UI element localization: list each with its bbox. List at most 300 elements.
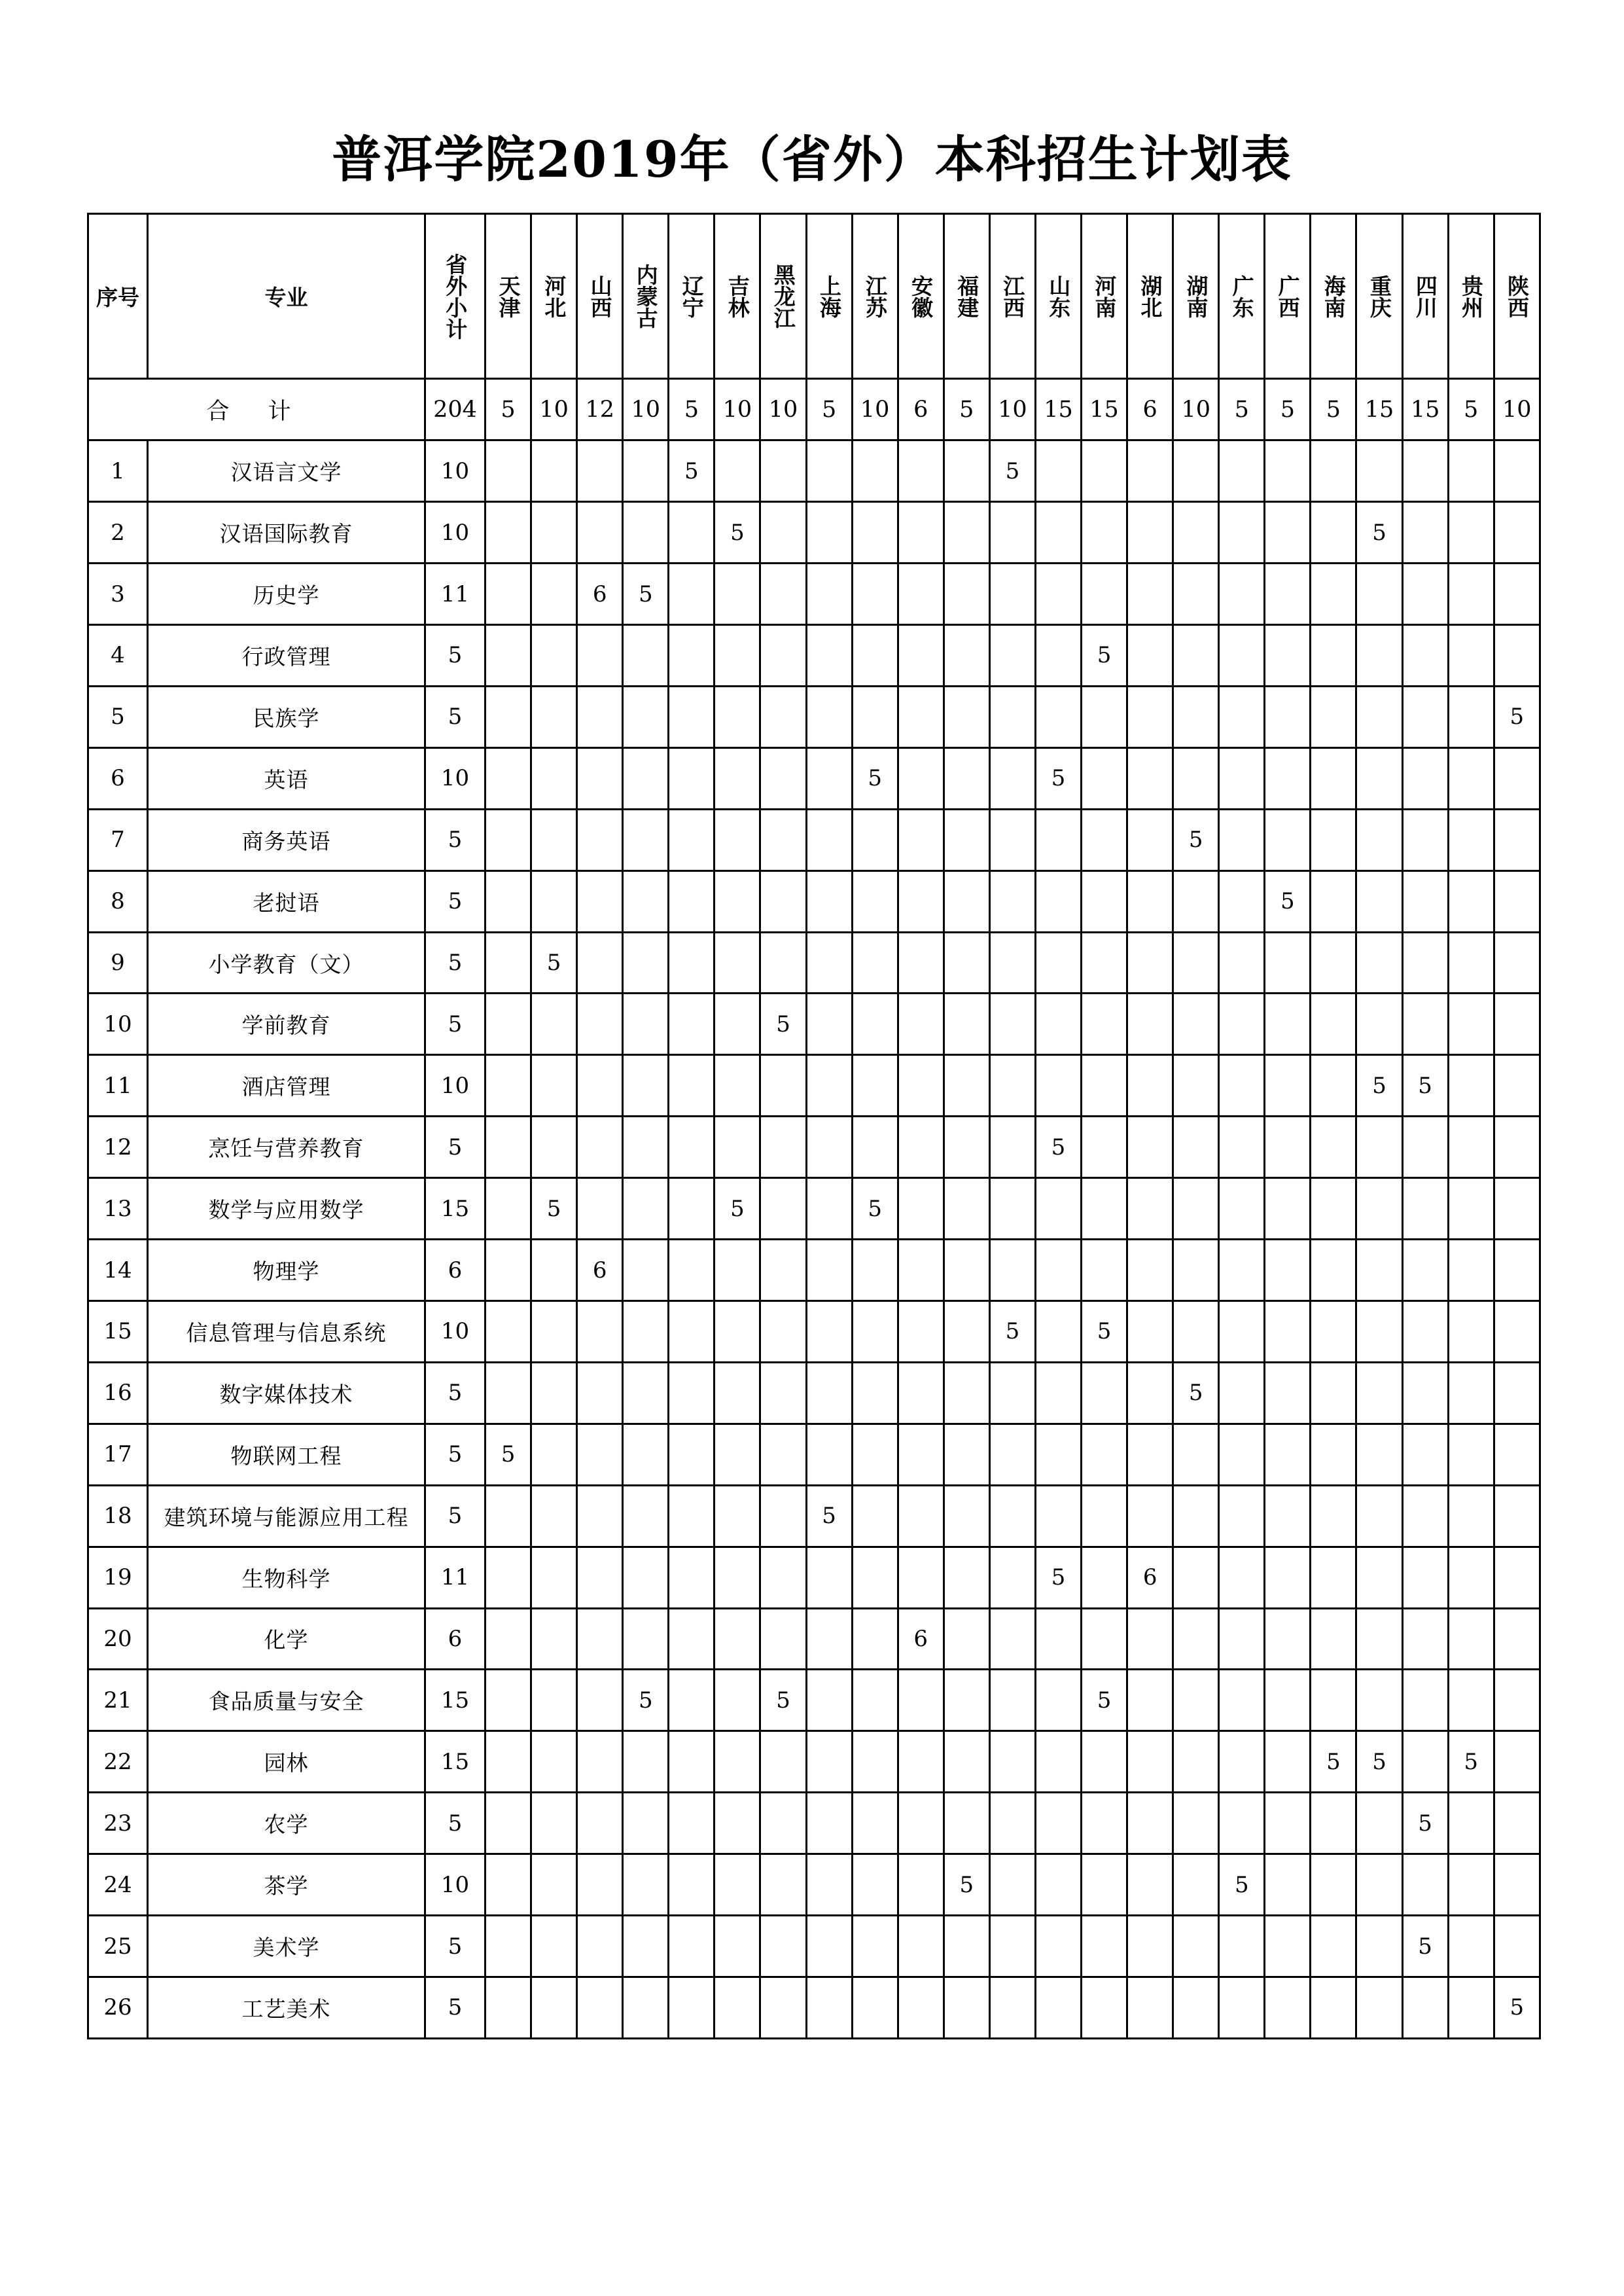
header-major: 专业 xyxy=(148,214,425,379)
row-province-value xyxy=(1356,932,1402,994)
row-province-value xyxy=(1173,1608,1219,1670)
row-province-value xyxy=(1494,1793,1540,1854)
row-province-value xyxy=(669,1240,715,1301)
row-province-value xyxy=(669,809,715,870)
row-province-value xyxy=(531,564,577,625)
row-major: 生物科学 xyxy=(148,1547,425,1608)
row-province-value xyxy=(715,870,760,932)
row-province-value xyxy=(1265,1916,1311,1977)
row-subtotal: 11 xyxy=(425,564,485,625)
row-province-value xyxy=(1402,932,1448,994)
row-province-value xyxy=(760,686,806,747)
row-province-value xyxy=(1219,1424,1265,1485)
header-province xyxy=(531,214,577,379)
row-province-value xyxy=(1219,1547,1265,1608)
row-province-value xyxy=(1219,1731,1265,1793)
row-province-value xyxy=(806,809,852,870)
row-province-value xyxy=(1448,1793,1494,1854)
row-subtotal: 10 xyxy=(425,1854,485,1916)
row-province-value xyxy=(1082,994,1127,1055)
row-province-value xyxy=(806,1608,852,1670)
row-subtotal: 5 xyxy=(425,994,485,1055)
row-province-value xyxy=(623,1793,669,1854)
row-province-value xyxy=(1219,1301,1265,1363)
row-province-value xyxy=(1219,1916,1265,1977)
table-row xyxy=(88,1977,1540,2038)
row-province-value xyxy=(1494,625,1540,687)
row-major: 行政管理 xyxy=(148,625,425,687)
row-province-value xyxy=(760,1055,806,1117)
row-province-value xyxy=(577,1424,623,1485)
row-province-value xyxy=(485,1362,531,1424)
row-province-value xyxy=(989,1178,1035,1240)
row-province-value xyxy=(715,440,760,502)
header-province xyxy=(806,214,852,379)
row-province-value xyxy=(623,870,669,932)
row-province-value: 5 xyxy=(1402,1055,1448,1117)
row-province-value xyxy=(760,870,806,932)
row-province-value xyxy=(1356,1424,1402,1485)
row-province-value xyxy=(1311,1547,1356,1608)
row-province-value xyxy=(669,870,715,932)
row-province-value xyxy=(1219,994,1265,1055)
row-province-value xyxy=(1356,809,1402,870)
row-province-value xyxy=(1082,1485,1127,1547)
row-province-value xyxy=(1494,1240,1540,1301)
row-province-value xyxy=(944,502,989,564)
row-province-value xyxy=(1402,1424,1448,1485)
header-province-label: 黑龙江 xyxy=(770,264,796,329)
row-province-value xyxy=(1035,1240,1081,1301)
table-row xyxy=(88,625,1540,687)
row-province-value xyxy=(715,809,760,870)
table-row xyxy=(88,1916,1540,1977)
row-province-value xyxy=(531,502,577,564)
row-province-value xyxy=(715,1793,760,1854)
row-province-value xyxy=(669,994,715,1055)
row-province-value xyxy=(806,1117,852,1178)
row-province-value: 5 xyxy=(1402,1916,1448,1977)
row-province-value xyxy=(1448,1854,1494,1916)
row-province-value xyxy=(577,1178,623,1240)
row-province-value xyxy=(1448,1240,1494,1301)
table-row xyxy=(88,1793,1540,1854)
row-province-value xyxy=(898,625,944,687)
row-province-value xyxy=(1402,1362,1448,1424)
enrollment-plan-table xyxy=(87,213,1541,2039)
row-province-value xyxy=(760,747,806,809)
row-major: 信息管理与信息系统 xyxy=(148,1301,425,1363)
row-major: 化学 xyxy=(148,1608,425,1670)
row-province-value xyxy=(806,1240,852,1301)
row-province-value xyxy=(1219,1178,1265,1240)
row-province-value xyxy=(1311,1854,1356,1916)
row-seq: 21 xyxy=(88,1670,148,1731)
row-province-value xyxy=(623,686,669,747)
table-row xyxy=(88,1178,1540,1240)
row-province-value xyxy=(760,1301,806,1363)
row-province-value xyxy=(1173,1854,1219,1916)
row-province-value xyxy=(1127,686,1173,747)
row-province-value xyxy=(1127,625,1173,687)
header-province-label: 山东 xyxy=(1046,274,1072,318)
row-province-value xyxy=(1311,994,1356,1055)
row-province-value xyxy=(1356,1608,1402,1670)
row-province-value xyxy=(989,1731,1035,1793)
row-province-value xyxy=(1448,1424,1494,1485)
row-province-value xyxy=(577,1608,623,1670)
row-province-value xyxy=(944,1362,989,1424)
row-seq: 8 xyxy=(88,870,148,932)
row-province-value xyxy=(1082,1424,1127,1485)
row-province-value xyxy=(1448,994,1494,1055)
table-row xyxy=(88,994,1540,1055)
row-province-value xyxy=(1127,1731,1173,1793)
row-province-value xyxy=(760,1178,806,1240)
row-province-value xyxy=(1219,747,1265,809)
row-province-value xyxy=(1311,1424,1356,1485)
header-subtotal xyxy=(425,214,485,379)
row-province-value xyxy=(1219,1485,1265,1547)
row-province-value xyxy=(1127,932,1173,994)
row-province-value xyxy=(531,1916,577,1977)
row-province-value xyxy=(623,1055,669,1117)
row-province-value xyxy=(852,809,898,870)
row-province-value: 5 xyxy=(485,1424,531,1485)
row-province-value xyxy=(1494,994,1540,1055)
row-province-value xyxy=(1173,1240,1219,1301)
row-province-value xyxy=(898,809,944,870)
row-province-value xyxy=(989,1977,1035,2038)
row-province-value xyxy=(1356,1117,1402,1178)
total-province-value: 5 xyxy=(669,379,715,440)
table-row xyxy=(88,440,1540,502)
row-province-value xyxy=(485,502,531,564)
row-province-value xyxy=(1494,1608,1540,1670)
row-major: 建筑环境与能源应用工程 xyxy=(148,1485,425,1547)
header-province xyxy=(989,214,1035,379)
row-province-value xyxy=(1402,502,1448,564)
row-province-value xyxy=(1311,932,1356,994)
row-province-value xyxy=(989,1854,1035,1916)
header-province xyxy=(898,214,944,379)
row-province-value xyxy=(531,1424,577,1485)
row-province-value xyxy=(715,625,760,687)
row-province-value xyxy=(1219,625,1265,687)
row-province-value xyxy=(1448,1916,1494,1977)
row-province-value xyxy=(577,1793,623,1854)
row-province-value xyxy=(1219,1608,1265,1670)
row-province-value xyxy=(485,1485,531,1547)
row-province-value xyxy=(1402,870,1448,932)
row-province-value xyxy=(485,1608,531,1670)
row-province-value xyxy=(1127,1916,1173,1977)
row-province-value xyxy=(1311,870,1356,932)
row-province-value xyxy=(898,1178,944,1240)
header-seq: 序号 xyxy=(88,214,148,379)
row-province-value xyxy=(760,1731,806,1793)
row-province-value: 5 xyxy=(760,1670,806,1731)
row-province-value xyxy=(1311,564,1356,625)
row-province-value xyxy=(852,870,898,932)
row-province-value xyxy=(1311,1178,1356,1240)
row-province-value xyxy=(531,625,577,687)
row-province-value xyxy=(1265,1424,1311,1485)
total-province-value: 15 xyxy=(1035,379,1081,440)
row-province-value xyxy=(485,1731,531,1793)
row-province-value xyxy=(944,686,989,747)
row-province-value xyxy=(1082,1547,1127,1608)
row-province-value xyxy=(898,1854,944,1916)
row-province-value xyxy=(898,1362,944,1424)
row-province-value xyxy=(531,1362,577,1424)
row-province-value xyxy=(1265,1301,1311,1363)
row-province-value xyxy=(1402,440,1448,502)
row-province-value xyxy=(1035,686,1081,747)
row-province-value xyxy=(1311,1608,1356,1670)
row-province-value xyxy=(1219,1793,1265,1854)
row-province-value xyxy=(1402,1178,1448,1240)
row-province-value xyxy=(577,1977,623,2038)
row-province-value xyxy=(485,747,531,809)
row-province-value: 5 xyxy=(1035,1117,1081,1178)
header-province xyxy=(1082,214,1127,379)
row-province-value: 5 xyxy=(1402,1793,1448,1854)
row-seq: 4 xyxy=(88,625,148,687)
row-province-value xyxy=(806,1424,852,1485)
row-province-value xyxy=(715,686,760,747)
row-province-value: 5 xyxy=(1082,1301,1127,1363)
row-province-value xyxy=(485,440,531,502)
row-province-value xyxy=(715,1977,760,2038)
row-subtotal: 15 xyxy=(425,1178,485,1240)
row-province-value xyxy=(760,1424,806,1485)
table-row xyxy=(88,1547,1540,1608)
row-major: 物联网工程 xyxy=(148,1424,425,1485)
row-province-value xyxy=(1494,1055,1540,1117)
row-province-value xyxy=(1402,1485,1448,1547)
row-province-value xyxy=(623,1854,669,1916)
row-province-value xyxy=(1402,1301,1448,1363)
row-province-value xyxy=(1219,1055,1265,1117)
header-province-label: 广西 xyxy=(1275,274,1301,318)
row-province-value xyxy=(669,1117,715,1178)
row-province-value xyxy=(669,625,715,687)
row-province-value xyxy=(1127,1608,1173,1670)
row-province-value xyxy=(806,1793,852,1854)
row-province-value: 5 xyxy=(1082,625,1127,687)
header-province xyxy=(944,214,989,379)
header-province xyxy=(623,214,669,379)
row-subtotal: 6 xyxy=(425,1240,485,1301)
row-province-value xyxy=(898,564,944,625)
row-subtotal: 15 xyxy=(425,1670,485,1731)
row-province-value xyxy=(623,1547,669,1608)
row-province-value xyxy=(485,1916,531,1977)
total-province-value: 5 xyxy=(1265,379,1311,440)
row-province-value xyxy=(1173,994,1219,1055)
row-province-value xyxy=(1494,747,1540,809)
row-province-value xyxy=(852,1301,898,1363)
table-row xyxy=(88,1055,1540,1117)
row-province-value xyxy=(531,1055,577,1117)
row-province-value xyxy=(852,440,898,502)
row-province-value: 5 xyxy=(1035,1547,1081,1608)
table-row xyxy=(88,932,1540,994)
row-province-value xyxy=(669,1178,715,1240)
row-province-value: 5 xyxy=(1265,870,1311,932)
row-province-value xyxy=(1219,1117,1265,1178)
row-seq: 25 xyxy=(88,1916,148,1977)
table-row xyxy=(88,502,1540,564)
header-province-label: 四川 xyxy=(1412,274,1438,318)
table-row xyxy=(88,1485,1540,1547)
row-province-value: 5 xyxy=(944,1854,989,1916)
header-province xyxy=(1356,214,1402,379)
row-major: 园林 xyxy=(148,1731,425,1793)
row-province-value xyxy=(715,1055,760,1117)
total-province-value: 5 xyxy=(1311,379,1356,440)
row-province-value xyxy=(944,932,989,994)
row-province-value xyxy=(1082,1731,1127,1793)
row-province-value xyxy=(1035,870,1081,932)
row-province-value: 5 xyxy=(531,932,577,994)
row-province-value xyxy=(577,1731,623,1793)
row-province-value xyxy=(577,440,623,502)
row-seq: 12 xyxy=(88,1117,148,1178)
row-province-value: 5 xyxy=(623,564,669,625)
row-province-value xyxy=(1082,502,1127,564)
row-province-value xyxy=(1311,1793,1356,1854)
row-province-value xyxy=(1265,1731,1311,1793)
row-province-value xyxy=(1219,440,1265,502)
row-province-value xyxy=(944,440,989,502)
row-province-value xyxy=(1311,1916,1356,1977)
row-province-value xyxy=(1448,1670,1494,1731)
row-province-value xyxy=(1173,1793,1219,1854)
row-province-value xyxy=(1265,747,1311,809)
row-province-value xyxy=(1265,932,1311,994)
row-subtotal: 5 xyxy=(425,932,485,994)
row-province-value xyxy=(1035,564,1081,625)
row-province-value xyxy=(1448,686,1494,747)
row-province-value xyxy=(715,1608,760,1670)
row-province-value xyxy=(1265,440,1311,502)
row-province-value xyxy=(1035,1670,1081,1731)
row-province-value xyxy=(1082,1055,1127,1117)
total-province-value: 5 xyxy=(1448,379,1494,440)
row-province-value xyxy=(1448,625,1494,687)
row-major: 汉语言文学 xyxy=(148,440,425,502)
row-province-value xyxy=(623,994,669,1055)
row-province-value xyxy=(852,994,898,1055)
row-province-value xyxy=(1494,1854,1540,1916)
row-province-value xyxy=(669,1055,715,1117)
row-province-value xyxy=(898,1240,944,1301)
row-province-value xyxy=(1265,994,1311,1055)
row-subtotal: 11 xyxy=(425,1547,485,1608)
total-province-value: 6 xyxy=(1127,379,1173,440)
row-province-value xyxy=(898,1547,944,1608)
row-major: 工艺美术 xyxy=(148,1977,425,2038)
row-seq: 7 xyxy=(88,809,148,870)
row-subtotal: 10 xyxy=(425,1055,485,1117)
row-province-value xyxy=(669,1731,715,1793)
row-seq: 14 xyxy=(88,1240,148,1301)
row-major: 茶学 xyxy=(148,1854,425,1916)
row-province-value xyxy=(1356,1977,1402,2038)
row-province-value xyxy=(1311,1055,1356,1117)
row-province-value: 6 xyxy=(577,1240,623,1301)
total-province-value: 5 xyxy=(1219,379,1265,440)
row-province-value xyxy=(760,1485,806,1547)
row-province-value xyxy=(1035,1977,1081,2038)
row-major: 数字媒体技术 xyxy=(148,1362,425,1424)
row-province-value xyxy=(1494,1916,1540,1977)
row-province-value xyxy=(1356,870,1402,932)
row-province-value xyxy=(806,686,852,747)
row-province-value xyxy=(1402,1977,1448,2038)
row-province-value xyxy=(1494,1178,1540,1240)
header-province xyxy=(715,214,760,379)
header-province xyxy=(1311,214,1356,379)
row-province-value xyxy=(1311,440,1356,502)
row-province-value: 5 xyxy=(989,440,1035,502)
row-province-value xyxy=(760,564,806,625)
row-province-value xyxy=(1082,1793,1127,1854)
row-province-value xyxy=(1448,1117,1494,1178)
row-province-value xyxy=(1173,625,1219,687)
table-row xyxy=(88,809,1540,870)
row-province-value xyxy=(806,1731,852,1793)
row-subtotal: 10 xyxy=(425,502,485,564)
row-province-value xyxy=(1494,1547,1540,1608)
row-subtotal: 5 xyxy=(425,625,485,687)
row-province-value xyxy=(898,1117,944,1178)
row-province-value: 5 xyxy=(1173,1362,1219,1424)
row-province-value xyxy=(715,564,760,625)
row-province-value xyxy=(989,809,1035,870)
row-province-value xyxy=(1082,1608,1127,1670)
row-province-value xyxy=(1035,625,1081,687)
row-province-value xyxy=(577,870,623,932)
row-major: 美术学 xyxy=(148,1916,425,1977)
row-province-value xyxy=(485,1854,531,1916)
row-province-value xyxy=(760,1547,806,1608)
row-province-value xyxy=(623,747,669,809)
row-province-value xyxy=(577,747,623,809)
row-province-value xyxy=(1494,1301,1540,1363)
total-province-value: 15 xyxy=(1356,379,1402,440)
total-province-value: 10 xyxy=(852,379,898,440)
row-province-value xyxy=(852,1977,898,2038)
row-province-value xyxy=(898,1424,944,1485)
header-province xyxy=(1402,214,1448,379)
row-province-value xyxy=(1448,1055,1494,1117)
row-province-value xyxy=(852,1793,898,1854)
row-province-value xyxy=(898,1731,944,1793)
row-province-value: 5 xyxy=(1219,1854,1265,1916)
row-province-value xyxy=(623,809,669,870)
row-province-value xyxy=(1082,1240,1127,1301)
row-province-value xyxy=(852,1240,898,1301)
row-province-value xyxy=(1035,1424,1081,1485)
row-province-value xyxy=(1127,1670,1173,1731)
row-province-value xyxy=(669,1547,715,1608)
row-province-value xyxy=(944,1424,989,1485)
row-province-value xyxy=(1173,1547,1219,1608)
row-province-value xyxy=(898,870,944,932)
